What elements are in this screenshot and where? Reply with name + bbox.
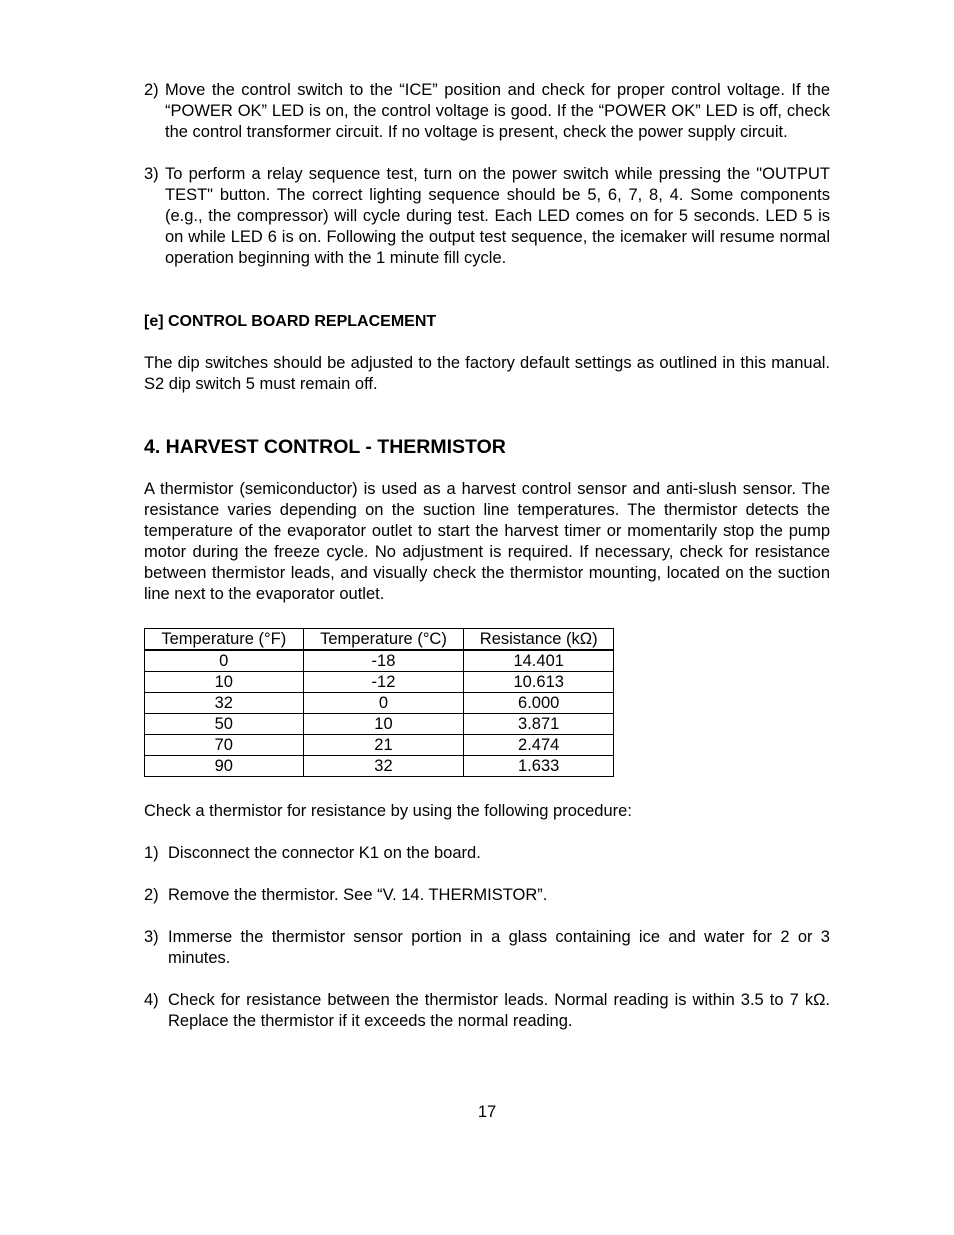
step-number: 1) xyxy=(144,844,159,862)
subsection-text: The dip switches should be adjusted to the factory default settings as outlined in this manual. S2 dip switch 5 must remain off. xyxy=(144,354,830,393)
cell-resistance: 1.633 xyxy=(464,756,614,777)
table-row xyxy=(145,756,614,777)
cell-celsius: 0 xyxy=(303,693,464,714)
step-number: 2) xyxy=(144,886,159,904)
column-header-celsius: Temperature (°C) xyxy=(303,629,464,651)
cell-celsius: 21 xyxy=(303,735,464,756)
cell-celsius: 10 xyxy=(303,714,464,735)
cell-fahrenheit: 0 xyxy=(145,650,304,672)
section-heading: 4. HARVEST CONTROL - THERMISTOR xyxy=(144,436,506,458)
procedure-intro: Check a thermistor for resistance by using the following procedure: xyxy=(144,802,632,820)
step-number: 4) xyxy=(144,991,159,1009)
procedure-step-1 xyxy=(144,843,830,864)
cell-celsius: 32 xyxy=(303,756,464,777)
step-number: 2) xyxy=(144,81,159,99)
cell-celsius: -18 xyxy=(303,650,464,672)
table-row xyxy=(145,714,614,735)
table-row xyxy=(145,735,614,756)
cell-resistance: 6.000 xyxy=(464,693,614,714)
procedure-step-4 xyxy=(144,990,830,1032)
table-row xyxy=(145,693,614,714)
procedure-step-3 xyxy=(144,927,830,969)
document-page xyxy=(144,80,830,1032)
cell-resistance: 14.401 xyxy=(464,650,614,672)
subsection-heading: [e] CONTROL BOARD REPLACEMENT xyxy=(144,313,437,330)
step-text: Move the control switch to the “ICE” position and check for proper control voltage. If the “POWER OK” LED is on, the control voltage is good. If the “POWER OK” LED is off, check the control transformer circuit. If no voltage is present, check the power supply circuit. xyxy=(165,81,830,141)
step-3-top xyxy=(144,164,830,269)
step-number: 3) xyxy=(144,928,159,946)
step-text: Check for resistance between the thermistor leads. Normal reading is within 3.5 to 7 kΩ. Replace the thermistor if it exceeds the normal reading. xyxy=(168,991,830,1030)
cell-fahrenheit: 90 xyxy=(145,756,304,777)
cell-fahrenheit: 32 xyxy=(145,693,304,714)
cell-celsius: -12 xyxy=(303,672,464,693)
step-text: Disconnect the connector K1 on the board. xyxy=(168,844,481,862)
cell-fahrenheit: 10 xyxy=(145,672,304,693)
cell-resistance: 2.474 xyxy=(464,735,614,756)
section-intro: A thermistor (semiconductor) is used as a harvest control sensor and anti-slush sensor. The resistance varies depending on the suction line temperatures. The thermistor detects the temperature of the evaporator outlet to start the harvest timer or momentarily stop the pump motor during the freeze cycle. No adjustment is required. If necessary, check for resistance between thermistor leads, and visually check the thermistor mounting, located on the suction line next to the evaporator outlet. xyxy=(144,480,830,603)
cell-fahrenheit: 70 xyxy=(145,735,304,756)
step-text: Immerse the thermistor sensor portion in a glass containing ice and water for 2 or 3 minutes. xyxy=(168,928,830,967)
table-header-row xyxy=(145,629,614,651)
table-row xyxy=(145,672,614,693)
table-row xyxy=(145,650,614,672)
page-number: 17 xyxy=(477,1103,497,1121)
cell-resistance: 10.613 xyxy=(464,672,614,693)
column-header-fahrenheit: Temperature (°F) xyxy=(145,629,304,651)
thermistor-resistance-table xyxy=(144,628,614,777)
cell-resistance: 3.871 xyxy=(464,714,614,735)
cell-fahrenheit: 50 xyxy=(145,714,304,735)
step-number: 3) xyxy=(144,165,159,183)
column-header-resistance: Resistance (kΩ) xyxy=(464,629,614,651)
step-2-top xyxy=(144,80,830,143)
procedure-step-2 xyxy=(144,885,830,906)
step-text: Remove the thermistor. See “V. 14. THERMISTOR”. xyxy=(168,886,548,904)
step-text: To perform a relay sequence test, turn on the power switch while pressing the "OUTPUT TEST" button. The correct lighting sequence should be 5, 6, 7, 8, 4. Some components (e.g., the compressor) will cycle during test. Each LED comes on for 5 seconds. LED 5 is on while LED 6 is on. Following the output test sequence, the icemaker will resume normal operation beginning with the 1 minute fill cycle. xyxy=(165,165,830,267)
